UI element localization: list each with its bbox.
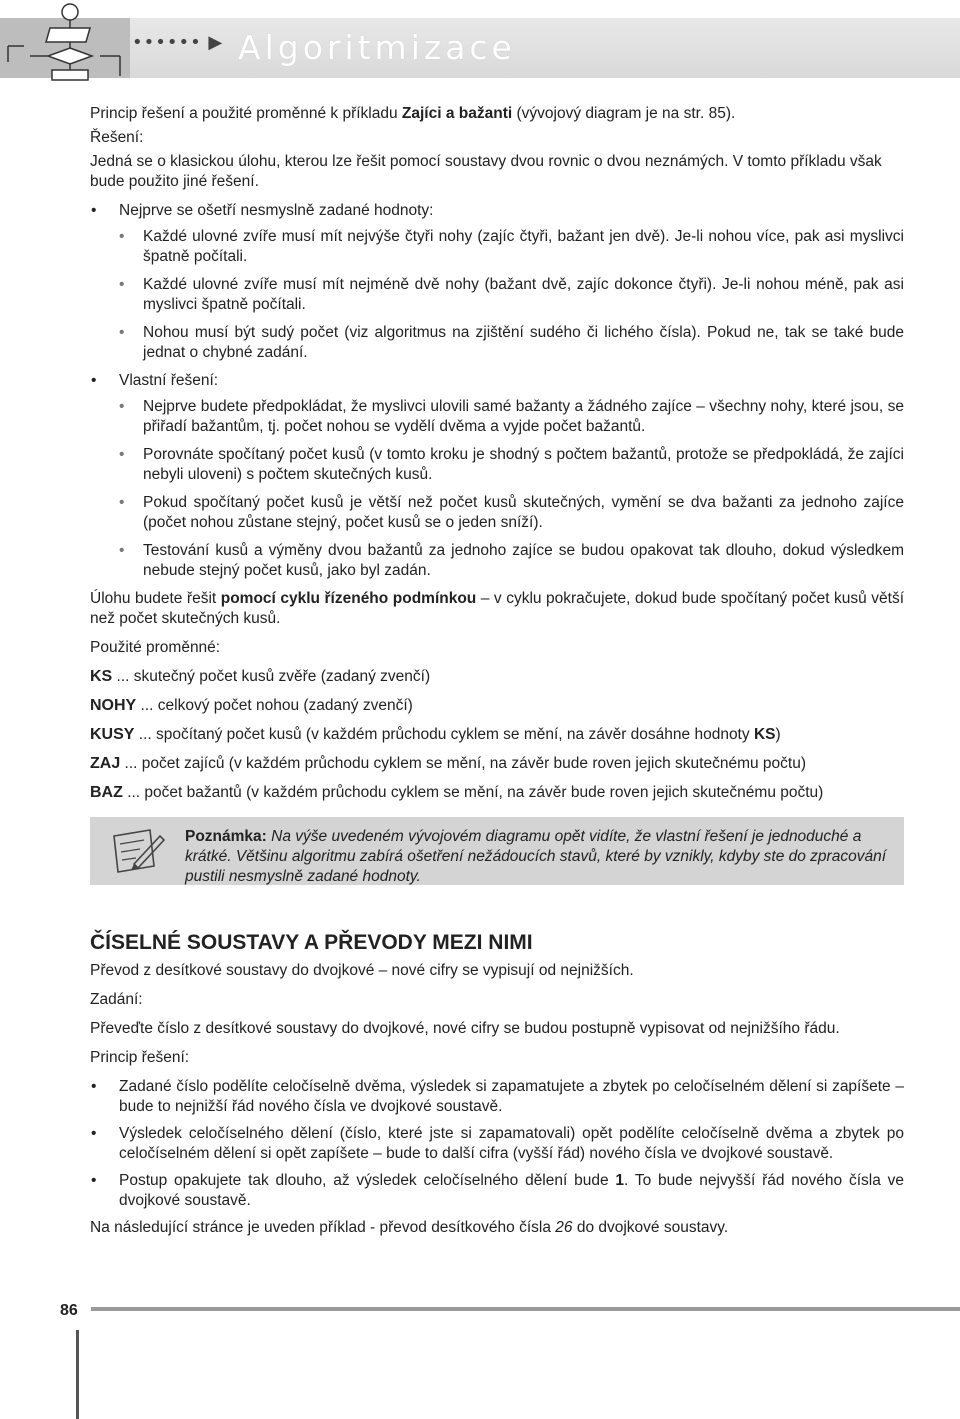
principle-example-name: Zajíci a bažanti: [401, 105, 513, 122]
sub-list-item: • Každé ulovné zvíře musí mít nejméně dvě nohy (bažant dvě, zajíc dokonce čtyři). Je-li nohou méně, pak asi myslivci špatně počítali.: [119, 275, 904, 315]
list-item-text-post: . To bude nejvyšší řád nového čísla ve dvojkové soustavě.: [119, 1172, 904, 1209]
variable-item: [90, 783, 904, 803]
note-title: Poznámka:: [185, 828, 267, 845]
principle-label: Princip řešení:: [90, 1049, 190, 1066]
cycle-text-pre: Úlohu budete řešit: [90, 590, 221, 607]
variables-label: Použité proměnné:: [90, 639, 221, 656]
list-item: [90, 201, 904, 363]
sub-list-item: • Nejprve budete předpokládat, že myslivci ulovili samé bažanty a žádného zajíce – všechny nohy, které jsou, se přiřadí bažantům, tj. počet nohou se vydělí dvěma a vyjde počet bažantů.: [119, 397, 904, 437]
note-box: [90, 817, 904, 885]
list-item-text: Výsledek celočíselného dělení (číslo, které jste si zapamatovali) opět podělíte celočíselně dvěma a zbytek po celočíselném dělení si opět zapíšete – bude to další cifra (vyšší řád) nového čísla ve dvojkové soustavě.: [119, 1125, 904, 1162]
sub-list: [119, 227, 904, 363]
cycle-text-bold: pomocí cyklu řízeného podmínkou: [220, 590, 477, 607]
variable-name: NOHY: [90, 697, 137, 714]
final-text-pre: Na následující stránce je uveden příklad - převod desítkového čísla: [90, 1219, 556, 1236]
sub-list-item: • Nohou musí být sudý počet (viz algoritmus na zjištění sudého či lichého čísla). Pokud ne, tak se také bude jednat o chybné zadání.: [119, 323, 904, 363]
variable-name: BAZ: [90, 784, 123, 801]
principle-text: Princip řešení a použité proměnné k příkladu: [90, 105, 402, 122]
section-heading: ČÍSELNÉ SOUSTAVY A PŘEVODY MEZI NIMI: [90, 931, 533, 954]
header-dots-arrow-icon: •••••• ▶: [132, 32, 224, 53]
sub-list-item: • Porovnáte spočítaný počet kusů (v tomto kroku je shodný s počtem bažantů, protože se předpokládá, že zajíci nebyli uloveni) s počtem skutečných kusů.: [119, 445, 904, 485]
page-content: [90, 104, 904, 1247]
cycle-text-post: – v cyklu pokračujete, dokud bude spočítaný počet kusů větší než počet skutečných kusů.: [90, 590, 904, 627]
variables-list: [90, 667, 904, 803]
list-item-text: Zadané číslo podělíte celočíselně dvěma, výsledek si zapamatujete a zbytek po celočíselném dělení si zapíšete – bude to nejnižší řád nového čísla ve dvojkové soustavě.: [119, 1078, 904, 1115]
cycle-paragraph: [90, 589, 904, 629]
conversion-bullet-list: [90, 1077, 904, 1211]
pencil-note-icon: [110, 826, 166, 876]
note-text: Na výše uvedeném vývojovém diagramu opět vidíte, že vlastní řešení je jednoduché a krátké. Většinu algoritmu zabírá ošetření nežádoucích stavů, které by vznikly, kdyby ste do zpracování pustili nesmyslně zadané hodnoty.: [185, 828, 887, 885]
variable-desc-tail: ): [775, 726, 781, 743]
page-number: 86: [60, 1302, 78, 1319]
variable-desc-bold: KS: [753, 726, 776, 743]
final-text-post: do dvojkové soustavy.: [572, 1219, 729, 1236]
footer-rule: [91, 1307, 960, 1311]
list-item-text: Nejprve se ošetří nesmyslně zadané hodnoty:: [119, 202, 434, 219]
assignment-text: Převeďte číslo z desítkové soustavy do dvojkové, nové cifry se budou postupně vypisovat od nejnižšího řádu.: [90, 1020, 840, 1037]
sub-list: [119, 397, 904, 581]
variable-name: ZAJ: [90, 755, 121, 772]
principle-line: [90, 104, 904, 124]
list-item: [90, 1124, 904, 1164]
solution-text: Jedná se o klasickou úlohu, kterou lze řešit pomocí soustavy dvou rovnic o dvou neznámých. V tomto příkladu však bude použito jiné řešení.: [90, 153, 882, 190]
variable-name: KS: [90, 668, 113, 685]
list-item: [90, 1077, 904, 1117]
variable-desc: ... spočítaný počet kusů (v každém průchodu cyklem se mění, na závěr dosáhne hodnoty: [134, 726, 754, 743]
section-intro: Převod z desítkové soustavy do dvojkové – nové cifry se vypisují od nejnižších.: [90, 962, 634, 979]
final-number: 26: [555, 1219, 573, 1236]
sub-list-item: • Pokud spočítaný počet kusů je větší než počet kusů skutečných, vymění se dva bažanti za jednoho zajíce (počet nohou zůstane stejný, počet kusů se o jeden sníží).: [119, 493, 904, 533]
final-paragraph: [90, 1218, 904, 1238]
footer-vertical-line: [76, 1330, 79, 1419]
variable-item: [90, 754, 904, 774]
variable-item: [90, 696, 904, 716]
list-item-text: Postup opakujete tak dlouho, až výsledek celočíselného dělení bude: [119, 1172, 616, 1189]
sub-list-item: • Testování kusů a výměny dvou bažantů za jednoho zajíce se budou opakovat tak dlouho, dokud výsledkem nebude stejný počet kusů, jako byl zadán.: [119, 541, 904, 581]
principle-reference: (vývojový diagram je na str. 85).: [512, 105, 736, 122]
chapter-title: Algoritmizace: [238, 28, 516, 67]
list-item-text: Vlastní řešení:: [119, 372, 219, 389]
variable-name: KUSY: [90, 726, 135, 743]
variable-item: [90, 725, 904, 745]
variable-desc: ... počet bažantů (v každém průchodu cyklem se mění, na závěr bude roven jejich skutečnému počtu): [122, 784, 824, 801]
list-item: [90, 1171, 904, 1211]
variable-desc: ... počet zajíců (v každém průchodu cyklem se mění, na závěr bude roven jejich skutečnému počtu): [120, 755, 807, 772]
assignment-label: Zadání:: [90, 991, 143, 1008]
list-item-bold: 1: [615, 1172, 625, 1189]
solution-bullet-list: [90, 201, 904, 581]
page-header: [0, 0, 960, 84]
variable-item: [90, 667, 904, 687]
flowchart-logo-icon: [0, 0, 130, 84]
solution-label: Řešení:: [90, 129, 144, 146]
variable-desc: ... skutečný počet kusů zvěře (zadaný zvenčí): [112, 668, 431, 685]
sub-list-item: • Každé ulovné zvíře musí mít nejvýše čtyři nohy (zajíc čtyři, bažant jen dvě). Je-li nohou více, pak asi myslivci špatně počítali.: [119, 227, 904, 267]
list-item: [90, 371, 904, 581]
variable-desc: ... celkový počet nohou (zadaný zvenčí): [136, 697, 413, 714]
